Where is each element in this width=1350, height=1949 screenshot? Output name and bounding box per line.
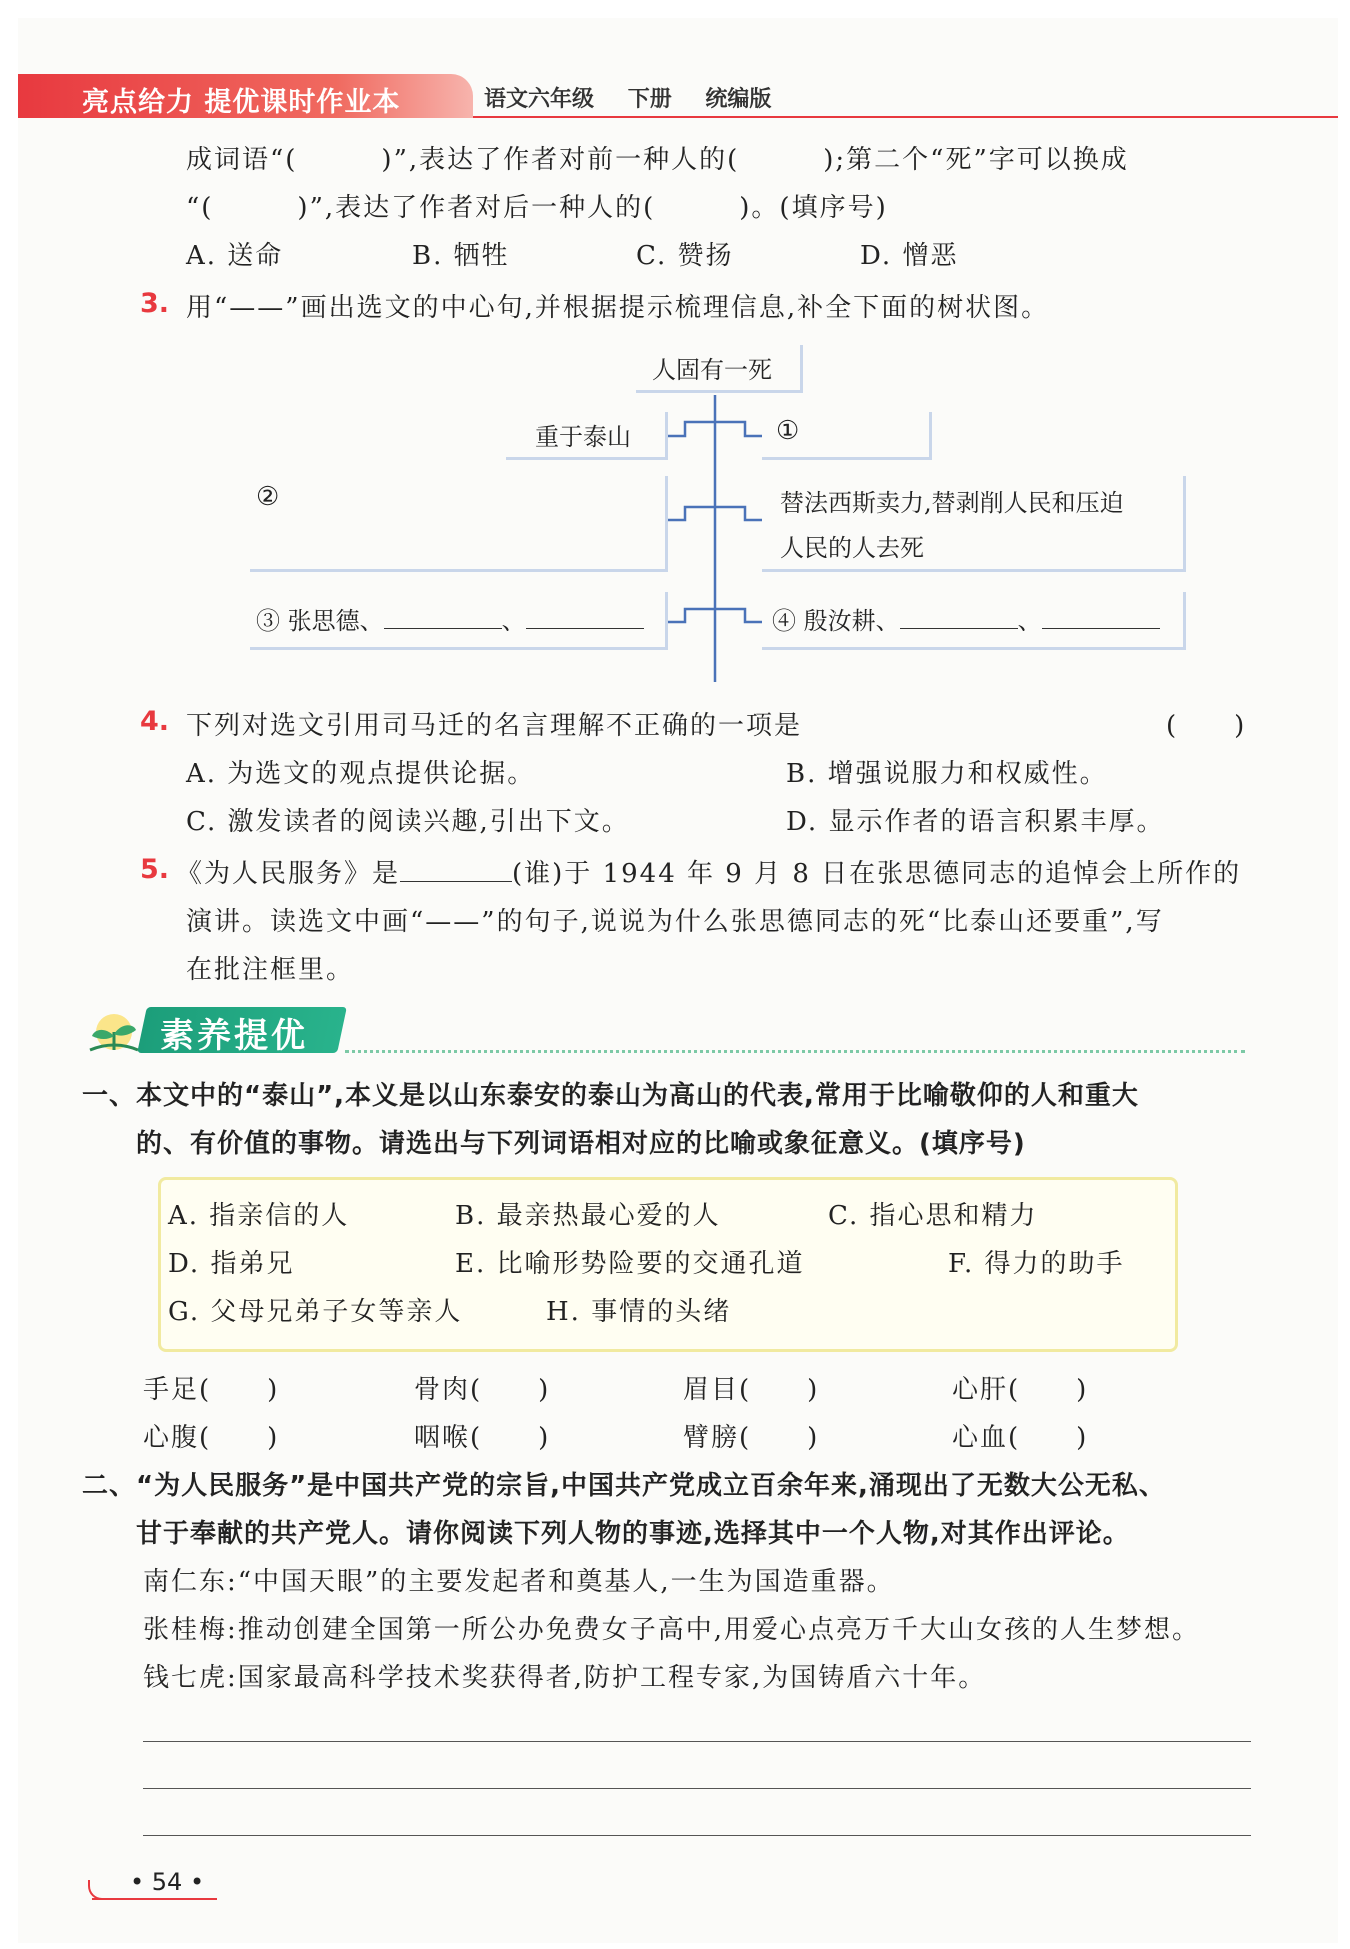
s1-option-a: A. 指亲信的人 xyxy=(168,1201,350,1231)
q2-option-c: C. 赞扬 xyxy=(636,241,734,271)
q4-option-b: B. 增强说服力和权威性。 xyxy=(786,759,1108,789)
tree-right3-row xyxy=(772,601,1160,636)
s1-option-h: H. 事情的头绪 xyxy=(546,1297,732,1327)
s1-word-xinfu[interactable]: 心腹( ) xyxy=(143,1423,280,1453)
tree-left3-blank1[interactable] xyxy=(384,601,502,629)
answer-line-1[interactable] xyxy=(143,1741,1251,1742)
s1-word-gurou[interactable]: 骨肉( ) xyxy=(414,1375,551,1405)
edition-label: 统编版 xyxy=(705,87,772,112)
page-number-rule xyxy=(92,1898,217,1900)
q2-option-a: A. 送命 xyxy=(186,241,284,271)
s1-line2: 的、有价值的事物。请选出与下列词语相对应的比喻或象征意义。(填序号) xyxy=(136,1129,1026,1159)
q4-text: 下列对选文引用司马迁的名言理解不正确的一项是 xyxy=(186,711,803,741)
q3-text: 用“——”画出选文的中心句,并根据提示梳理信息,补全下面的树状图。 xyxy=(186,293,1050,323)
q3-number: 3. xyxy=(140,288,170,319)
q5-author-blank[interactable] xyxy=(400,854,512,882)
section-divider xyxy=(345,1050,1245,1053)
tree-right3-blank1[interactable] xyxy=(900,601,1018,629)
q5-line1 xyxy=(176,850,1241,898)
answer-line-2[interactable] xyxy=(143,1788,1251,1789)
tree-root-label: 人固有一死 xyxy=(652,356,772,384)
q4-option-c: C. 激发读者的阅读兴趣,引出下文。 xyxy=(186,807,630,837)
tree-left3-label: ③ 张思德、 xyxy=(256,607,384,635)
answer-line-3[interactable] xyxy=(143,1835,1251,1836)
s1-option-f: F. 得力的助手 xyxy=(948,1249,1125,1279)
s1-option-g: G. 父母兄弟子女等亲人 xyxy=(168,1297,463,1327)
q5-line1-end: (谁)于 1944 年 9 月 8 日在张思德同志的追悼会上所作的 xyxy=(512,859,1242,889)
q4-answer-paren[interactable]: ( ) xyxy=(1166,711,1247,741)
brand-title: 亮点给力 提优课时作业本 xyxy=(82,87,401,118)
q2-option-d: D. 憎恶 xyxy=(860,241,959,271)
tree-right3-label: ④ 殷汝耕、 xyxy=(772,607,900,635)
tree-right3-blank2[interactable] xyxy=(1042,601,1160,629)
tree-left1-label: 重于泰山 xyxy=(535,423,631,451)
volume-label: 下册 xyxy=(627,87,672,112)
s1-word-xingan[interactable]: 心肝( ) xyxy=(952,1375,1089,1405)
s2-person-zhangguimei: 张桂梅:推动创建全国第一所公办免费女子高中,用爱心点亮万千大山女孩的人生梦想。 xyxy=(143,1615,1201,1645)
tree-right3-separator: 、 xyxy=(1017,607,1042,635)
s2-person-nanrendong: 南仁东:“中国天眼”的主要发起者和奠基人,一生为国造重器。 xyxy=(143,1567,895,1597)
q2-line1: 成词语“( )”,表达了作者对前一种人的( );第二个“死”字可以换成 xyxy=(186,145,1129,175)
tree-left2-box xyxy=(250,476,668,572)
q2-line2: “( )”,表达了作者对后一种人的( )。(填序号) xyxy=(186,193,888,223)
q4-option-d: D. 显示作者的语言积累丰厚。 xyxy=(786,807,1165,837)
tree-left3-row xyxy=(256,601,644,636)
s2-line2: 甘于奉献的共产党人。请你阅读下列人物的事迹,选择其中一个人物,对其作出评论。 xyxy=(136,1519,1130,1549)
section-title: 素养提优 xyxy=(160,1016,308,1056)
s1-option-e: E. 比喻形势险要的交通孔道 xyxy=(455,1249,805,1279)
s1-option-b: B. 最亲热最心爱的人 xyxy=(455,1201,721,1231)
s1-line1: 一、本文中的“泰山”,本义是以山东泰安的泰山为高山的代表,常用于比喻敬仰的人和重大 xyxy=(82,1081,1139,1111)
subject-label: 语文六年级 xyxy=(484,87,595,112)
s1-word-yanhou[interactable]: 咽喉( ) xyxy=(414,1423,551,1453)
q4-option-a: A. 为选文的观点提供论据。 xyxy=(186,759,536,789)
tree-left3-separator: 、 xyxy=(501,607,526,635)
s1-option-d: D. 指弟兄 xyxy=(168,1249,295,1279)
s1-word-xinxue[interactable]: 心血( ) xyxy=(952,1423,1089,1453)
s1-option-c: C. 指心思和精力 xyxy=(828,1201,1038,1231)
s1-word-meimu[interactable]: 眉目( ) xyxy=(683,1375,820,1405)
q2-option-b: B. 牺牲 xyxy=(412,241,510,271)
sprout-icon xyxy=(84,1010,144,1056)
s2-line1: 二、“为人民服务”是中国共产党的宗旨,中国共产党成立百余年来,涌现出了无数大公无私、 xyxy=(82,1471,1166,1501)
tree-right1-label: ① xyxy=(776,416,800,446)
page-number: • 54 • xyxy=(130,1868,205,1896)
tree-right2-line2: 人民的人去死 xyxy=(780,534,924,562)
s1-word-bibang[interactable]: 臂膀( ) xyxy=(683,1423,820,1453)
q5-line2: 演讲。读选文中画“——”的句子,说说为什么张思德同志的死“比泰山还要重”,写 xyxy=(186,907,1164,937)
q5-line1-start: 《为人民服务》是 xyxy=(176,859,401,889)
s2-person-qianqihu: 钱七虎:国家最高科学技术奖获得者,防护工程专家,为国铸盾六十年。 xyxy=(143,1663,987,1693)
q5-line3: 在批注框里。 xyxy=(186,955,355,985)
s1-word-shouzu[interactable]: 手足( ) xyxy=(143,1375,280,1405)
q5-number: 5. xyxy=(140,854,170,885)
q4-number: 4. xyxy=(140,706,170,737)
tree-left2-label: ② xyxy=(256,482,280,512)
tree-right2-line1: 替法西斯卖力,替剥削人民和压迫 xyxy=(780,489,1124,517)
tree-left3-blank2[interactable] xyxy=(526,601,644,629)
